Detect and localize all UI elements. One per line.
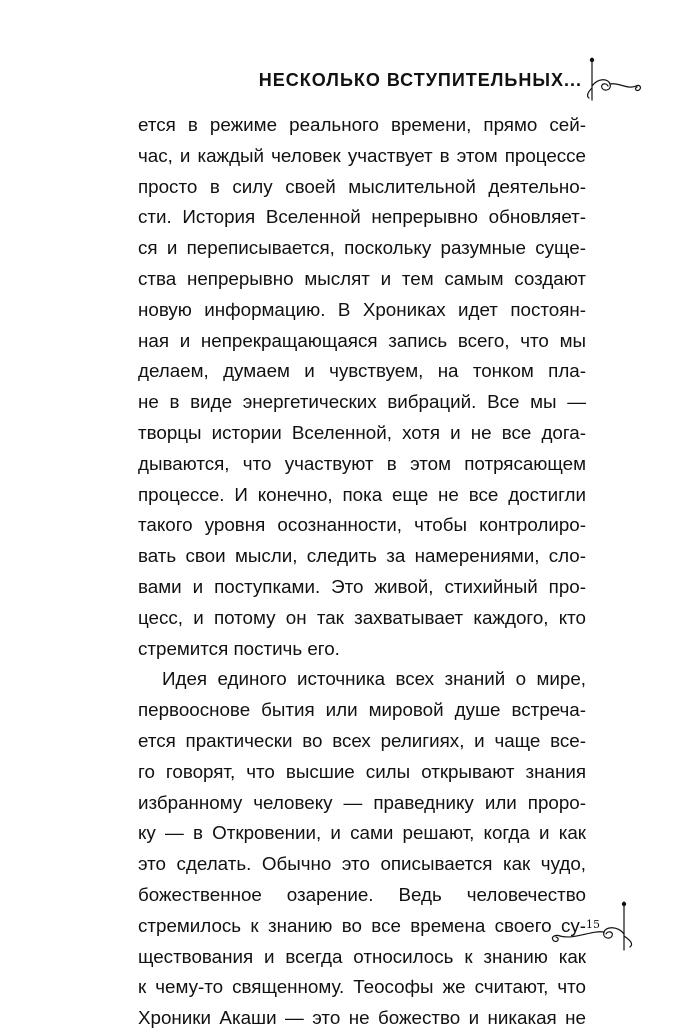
text-line: ется в режиме реального времени, прямо сей- — [138, 114, 586, 135]
text-line: новую информацию. В Хрониках идет постоян- — [138, 298, 586, 320]
text-line: вать свои мысли, следить за намерениями, сло- — [138, 545, 586, 567]
text-line: стремилось к знанию во все времена своего су- — [138, 914, 586, 936]
text-line: стремится постичь его. — [138, 637, 340, 659]
text-line: Идея единого источника всех знаний о мире, — [162, 668, 586, 690]
text-line: не в виде энергетических вибраций. Все мы — — [138, 391, 586, 413]
text-line: божественное озарение. Ведь человечество — [138, 883, 586, 905]
header-flourish-icon — [584, 56, 644, 102]
text-line: творцы истории Вселенной, хотя и не все дога- — [138, 421, 586, 443]
text-line: ся и переписывается, поскольку разумные суще- — [138, 237, 586, 259]
text-line: первооснове бытия или мировой душе встреча- — [138, 699, 586, 721]
body-text — [138, 110, 586, 1034]
text-line: сти. История Вселенной непрерывно обновляет- — [138, 206, 586, 228]
page-number: 15 — [586, 918, 600, 931]
text-line: это сделать. Обычно это описывается как чудо, — [138, 853, 586, 875]
text-line: ку — в Откровении, и сами решают, когда и как — [138, 822, 586, 844]
running-header: НЕСКОЛЬКО ВСТУПИТЕЛЬНЫХ... — [258, 70, 582, 90]
text-line: ществования и всегда относилось к знанию как — [138, 945, 586, 967]
text-line: ства непрерывно мыслят и тем самым создают — [138, 267, 586, 289]
footer-flourish-icon — [546, 900, 638, 952]
text-line: просто в силу своей мыслительной деятельно- — [138, 175, 586, 197]
text-line: такого уровня осознанности, чтобы контролиро- — [138, 514, 586, 536]
text-line: делаем, думаем и чувствуем, на тонком пла- — [138, 360, 586, 382]
text-line: Хроники Акаши — это не божество и никакая не — [138, 1007, 586, 1029]
text-line: избранному человеку — праведнику или проро- — [138, 791, 586, 813]
text-line: дываются, что участвуют в этом потрясающем — [138, 452, 586, 474]
text-line: го говорят, что высшие силы открывают знания — [138, 760, 586, 782]
text-line: ная и непрекращающаяся запись всего, что мы — [138, 329, 586, 351]
text-line: к чему-то священному. Теософы же считают, что — [138, 976, 586, 998]
text-line: цесс, и потому он так захватывает каждого, кто — [138, 606, 586, 628]
text-line: вами и поступками. Это живой, стихийный про- — [138, 575, 586, 597]
text-line: час, и каждый человек участвует в этом процессе — [138, 144, 586, 166]
text-line: процессе. И конечно, пока еще не все достигли — [138, 483, 586, 505]
text-line: ется практически во всех религиях, и чаще все- — [138, 729, 586, 751]
